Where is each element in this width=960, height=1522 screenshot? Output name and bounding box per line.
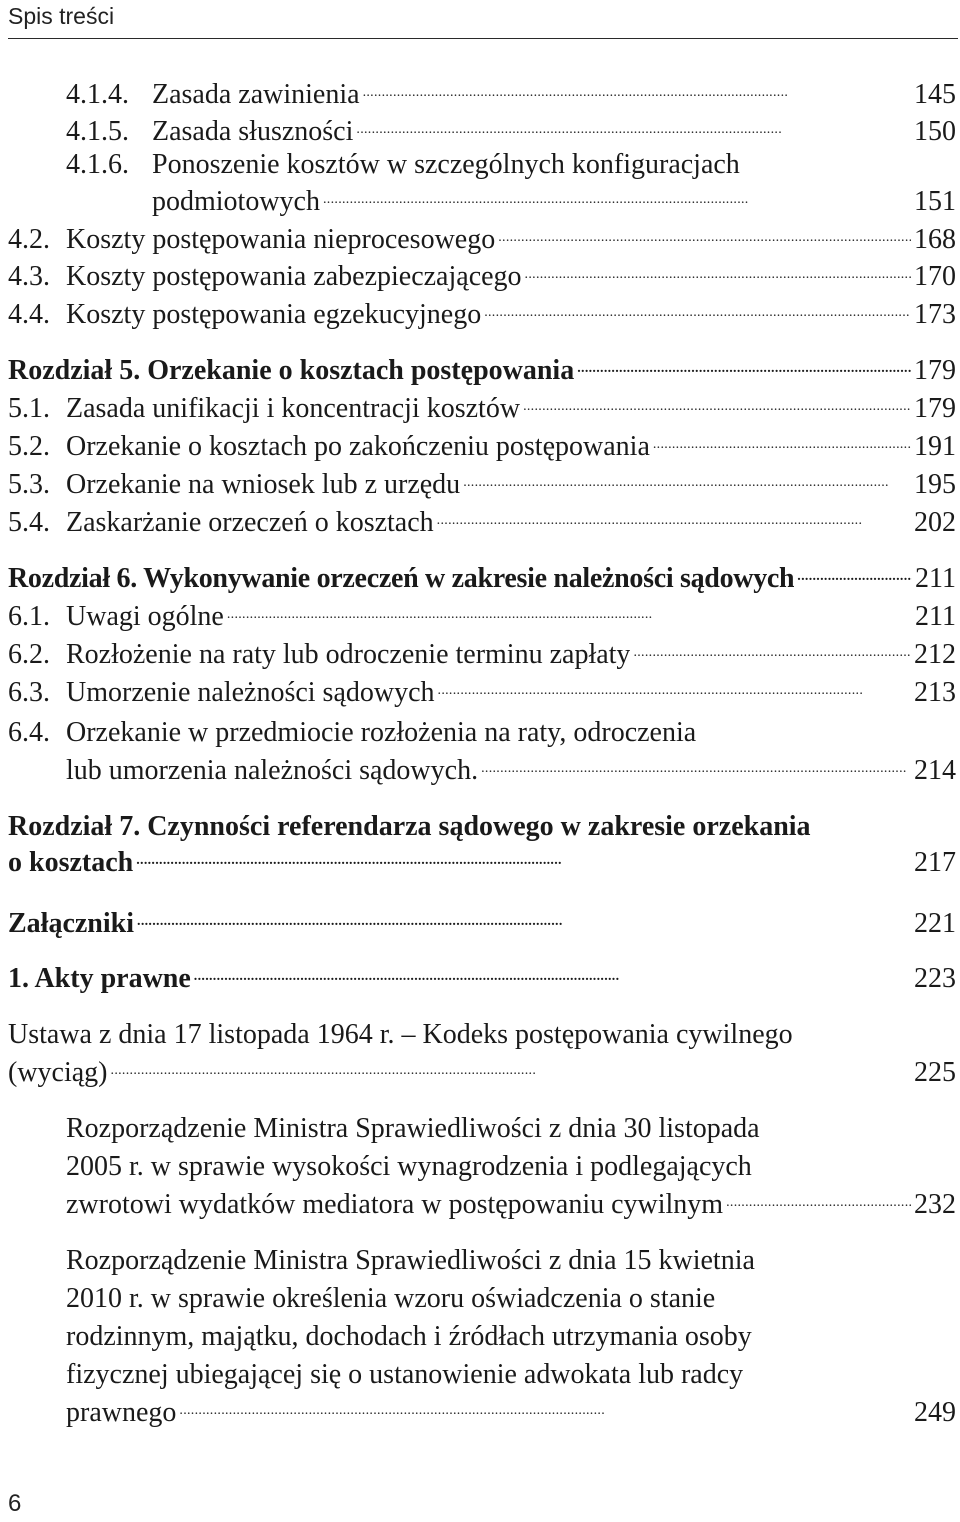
dot-leader (463, 468, 911, 502)
toc-entry-line[interactable] (66, 1282, 715, 1316)
dot-leader (523, 392, 911, 426)
entry-page: 214 (914, 755, 956, 786)
toc-chapter[interactable] (8, 354, 956, 388)
entry-number: 4.4. (8, 299, 50, 330)
entry-page: 213 (914, 677, 956, 708)
entry-page: 249 (914, 1397, 956, 1428)
entry-page: 211 (915, 601, 956, 632)
toc-entry[interactable] (8, 392, 956, 426)
toc-entry[interactable] (66, 754, 956, 788)
entry-title-continued: fizycznej ubiegającej się o ustanowienie adwokata lub radcy (66, 1359, 744, 1390)
entry-title: Rozłożenie na raty lub odroczenie terminu zapłaty (66, 639, 631, 670)
toc-entry-line[interactable] (66, 1244, 755, 1278)
toc-entry[interactable] (8, 676, 956, 710)
entry-page: 217 (914, 847, 956, 878)
toc-entry[interactable] (8, 298, 956, 332)
entry-number: 6.4. (8, 717, 50, 748)
toc-entry[interactable] (152, 185, 956, 219)
chapter-title: Rozdział 6. Wykonywanie orzeczeń w zakresie należności sądowych (8, 563, 795, 594)
entry-page: 173 (914, 299, 956, 330)
toc-entry[interactable] (8, 1056, 956, 1090)
entry-page: 191 (914, 431, 956, 462)
chapter-title: Rozdział 5. Orzekanie o kosztach postępowania (8, 355, 575, 386)
toc-entry-line[interactable] (66, 1112, 760, 1146)
entry-number: 5.2. (8, 431, 50, 462)
dot-leader (356, 115, 911, 149)
entry-number: 5.3. (8, 469, 50, 500)
toc-entry-line[interactable] (66, 1150, 752, 1184)
toc-chapter[interactable] (8, 846, 956, 880)
page-number: 6 (8, 1490, 22, 1517)
entry-number: 4.1.4. (66, 79, 129, 110)
entry-title: Uwagi ogólne (66, 601, 224, 632)
entry-number: 4.1.5. (66, 116, 129, 147)
entry-page: 211 (915, 563, 956, 594)
dot-leader (437, 506, 911, 540)
entry-page: 223 (914, 963, 956, 994)
entry-number: 5.4. (8, 507, 50, 538)
entry-title: Orzekanie na wniosek lub z urzędu (66, 469, 461, 500)
entry-number: 6.1. (8, 601, 50, 632)
entry-title-continued: rodzinnym, majątku, dochodach i źródłach utrzymania osoby (66, 1321, 752, 1352)
toc-entry-first-line[interactable] (8, 716, 696, 750)
toc-entry[interactable] (66, 1188, 956, 1222)
toc-entry[interactable] (8, 600, 956, 634)
toc-entry-first-line[interactable] (8, 1018, 793, 1052)
entry-page: 225 (914, 1057, 956, 1088)
entry-page: 221 (914, 908, 956, 939)
entry-number: 4.3. (8, 261, 50, 292)
entry-page: 168 (914, 224, 956, 255)
toc-chapter-first-line[interactable] (8, 810, 811, 844)
dot-leader (653, 430, 911, 464)
entry-title: Rozporządzenie Ministra Sprawiedliwości z dnia 30 listopada (66, 1113, 760, 1144)
entry-title-continued: (wyciąg) (8, 1057, 108, 1088)
dot-leader (227, 600, 912, 634)
toc-entry[interactable] (8, 468, 956, 502)
dot-leader (525, 260, 911, 294)
dot-leader (498, 223, 911, 257)
toc-entry[interactable] (8, 430, 956, 464)
dot-leader (111, 1056, 911, 1090)
entry-number: 4.2. (8, 224, 50, 255)
dot-leader (194, 962, 911, 996)
entry-page: 151 (914, 186, 956, 217)
entry-title: Koszty postępowania zabezpieczającego (66, 261, 522, 292)
dot-leader (323, 185, 911, 219)
entry-title: Koszty postępowania egzekucyjnego (66, 299, 482, 330)
dot-leader (481, 754, 911, 788)
entry-title: Zasada słuszności (152, 116, 354, 147)
entry-title: Zasada zawinienia (152, 79, 360, 110)
entry-title: Orzekanie o kosztach po zakończeniu postępowania (66, 431, 650, 462)
entry-page: 195 (914, 469, 956, 500)
entry-title-continued: 2010 r. w sprawie określenia wzoru oświadczenia o stanie (66, 1283, 716, 1314)
dot-leader (438, 676, 911, 710)
dot-leader (633, 638, 911, 672)
toc-entry[interactable] (66, 115, 956, 149)
entry-page: 232 (914, 1189, 956, 1220)
entry-number: 6.3. (8, 677, 50, 708)
entry-title: Orzekanie w przedmiocie rozłożenia na raty, odroczenia (66, 717, 697, 748)
entry-number: 5.1. (8, 393, 50, 424)
dot-leader (363, 78, 911, 112)
toc-chapter[interactable] (8, 962, 956, 996)
entry-page: 150 (914, 116, 956, 147)
chapter-title-continued: o kosztach (8, 847, 134, 878)
dot-leader (179, 1396, 911, 1430)
entry-number: 4.1.6. (66, 149, 129, 180)
entry-page: 212 (914, 639, 956, 670)
entry-page: 145 (914, 79, 956, 110)
dot-leader (577, 354, 911, 388)
entry-page: 179 (914, 355, 956, 386)
toc-entry[interactable] (8, 638, 956, 672)
entry-title: Ponoszenie kosztów w szczególnych konfiguracjach (152, 149, 740, 180)
entry-title-continued: podmiotowych (152, 186, 320, 217)
entry-page: 202 (914, 507, 956, 538)
dot-leader (137, 907, 911, 941)
entry-title: Koszty postępowania nieprocesowego (66, 224, 496, 255)
entry-title-continued: 2005 r. w sprawie wysokości wynagrodzenia i podlegających (66, 1151, 752, 1182)
toc-entry-line[interactable] (66, 1320, 752, 1354)
entry-title-continued: prawnego (66, 1397, 177, 1428)
toc-entry-line[interactable] (66, 1358, 743, 1392)
chapter-title: 1. Akty prawne (8, 963, 191, 994)
entry-title: Ustawa z dnia 17 listopada 1964 r. – Kodeks postępowania cywilnego (8, 1019, 793, 1050)
entry-title-continued: zwrotowi wydatków mediatora w postępowaniu cywilnym (66, 1189, 724, 1220)
entry-title: Umorzenie należności sądowych (66, 677, 435, 708)
dot-leader (484, 298, 911, 332)
dot-leader (726, 1188, 911, 1222)
dot-leader (797, 562, 912, 596)
toc-entry[interactable] (8, 506, 956, 540)
entry-number: 6.2. (8, 639, 50, 670)
toc-entry[interactable] (66, 78, 956, 112)
toc-entry[interactable] (66, 1396, 956, 1430)
header-title: Spis treści (8, 3, 115, 29)
entry-page: 179 (914, 393, 956, 424)
entry-title: Zaskarżanie orzeczeń o kosztach (66, 507, 434, 538)
chapter-title: Załączniki (8, 908, 135, 939)
toc-chapter[interactable] (8, 907, 956, 941)
entry-title: Zasada unifikacji i koncentracji kosztów (66, 393, 521, 424)
dot-leader (136, 846, 911, 880)
toc-entry[interactable] (8, 223, 956, 257)
toc-entry[interactable] (8, 260, 956, 294)
chapter-title: Rozdział 7. Czynności referendarza sądowego w zakresie orzekania (8, 811, 811, 842)
toc-chapter[interactable] (8, 562, 956, 596)
entry-title-continued: lub umorzenia należności sądowych. (66, 755, 479, 786)
toc-entry-first-line[interactable] (66, 148, 740, 182)
entry-title: Rozporządzenie Ministra Sprawiedliwości z dnia 15 kwietnia (66, 1245, 755, 1276)
entry-page: 170 (914, 261, 956, 292)
